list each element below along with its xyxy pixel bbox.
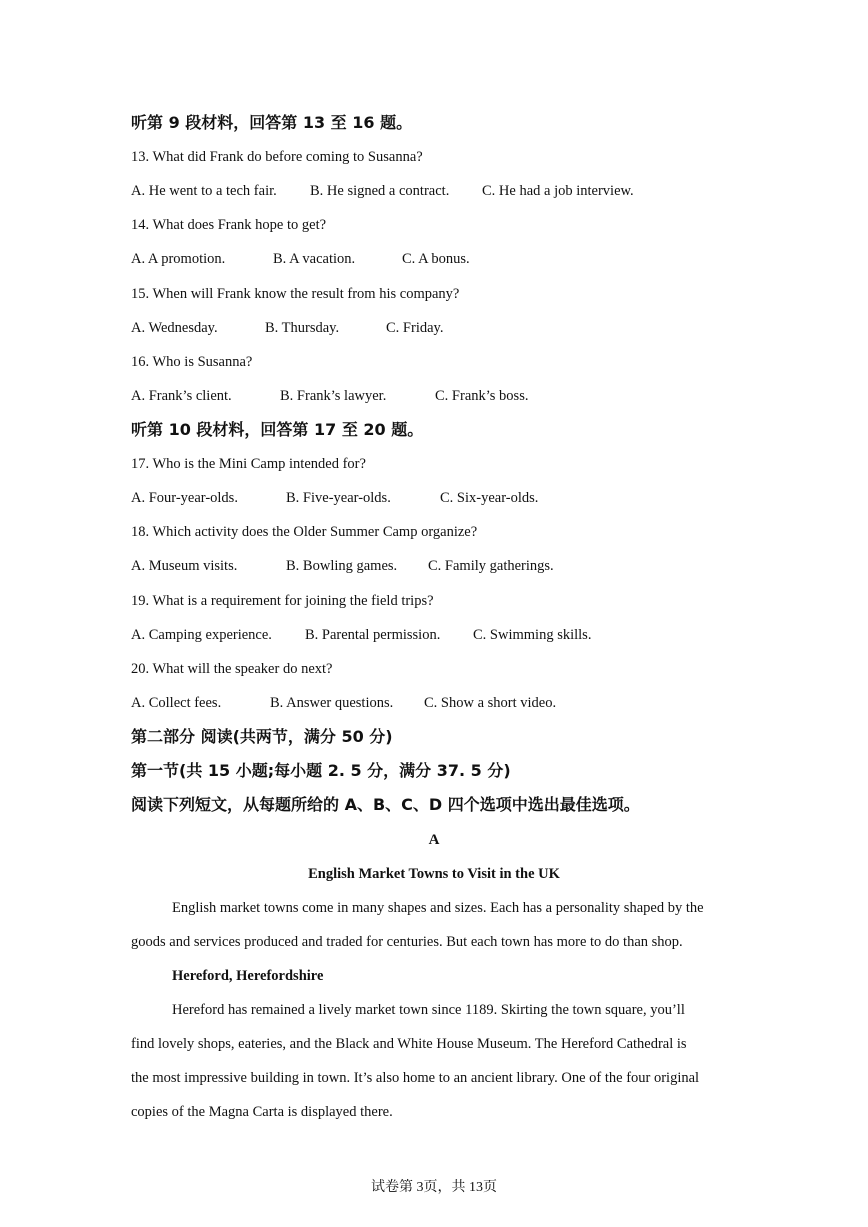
question-20-options <box>131 693 556 713</box>
intro-line-1: English market towns come in many shapes and sizes. Each has a personality shaped by the <box>172 900 704 916</box>
question-15-stem: 15. When will Frank know the result from his company? <box>131 286 460 302</box>
hereford-line-1: Hereford has remained a lively market town since 1189. Skirting the town square, you’ll <box>172 1002 685 1018</box>
option-b: B. Five-year-olds. <box>286 490 391 506</box>
intro-line-2: goods and services produced and traded for centuries. But each town has more to do than shop. <box>131 934 683 950</box>
hereford-line-2: find lovely shops, eateries, and the Black and White House Museum. The Hereford Cathedral is <box>131 1036 687 1052</box>
passage-letter: A <box>428 832 440 848</box>
question-19-stem: 19. What is a requirement for joining the field trips? <box>131 593 434 609</box>
option-a: A. A promotion. <box>131 251 226 267</box>
passage-title: English Market Towns to Visit in the UK <box>308 866 560 882</box>
option-c: C. Friday. <box>386 320 444 336</box>
question-13-stem: 13. What did Frank do before coming to Susanna? <box>131 149 423 165</box>
page-footer: 试卷第 3页，共 13页 <box>371 1180 497 1195</box>
option-b: B. He signed a contract. <box>310 183 450 199</box>
option-a: A. Four-year-olds. <box>131 490 238 506</box>
option-c: C. He had a job interview. <box>482 183 634 199</box>
question-19-options <box>131 625 591 645</box>
option-a: A. Camping experience. <box>131 627 272 643</box>
option-c: C. Family gatherings. <box>428 558 554 574</box>
section-10-heading: 听第 10 段材料，回答第 17 至 20 题。 <box>131 420 424 439</box>
question-16-options <box>131 386 528 406</box>
question-18-stem: 18. Which activity does the Older Summer Camp organize? <box>131 524 478 540</box>
part-two-heading: 第二部分 阅读(共两节，满分 50 分) <box>131 727 393 746</box>
question-14-options <box>131 249 470 269</box>
option-c: C. Show a short video. <box>424 695 557 711</box>
hereford-subheading: Hereford, Herefordshire <box>172 968 324 984</box>
option-b: B. Parental permission. <box>305 627 441 643</box>
option-c: C. Swimming skills. <box>473 627 592 643</box>
option-b: B. Bowling games. <box>286 558 398 574</box>
option-a: A. He went to a tech fair. <box>131 183 277 199</box>
question-17-options <box>131 488 538 508</box>
option-c: C. Frank’s boss. <box>435 388 529 404</box>
question-17-stem: 17. Who is the Mini Camp intended for? <box>131 456 366 472</box>
option-a: A. Frank’s client. <box>131 388 232 404</box>
option-b: B. Frank’s lawyer. <box>280 388 387 404</box>
option-b: B. Thursday. <box>265 320 340 336</box>
option-a: A. Collect fees. <box>131 695 222 711</box>
option-b: B. Answer questions. <box>270 695 394 711</box>
option-c: C. Six-year-olds. <box>440 490 539 506</box>
reading-instruction: 阅读下列短文，从每题所给的 A、B、C、D 四个选项中选出最佳选项。 <box>131 795 640 814</box>
question-13-options <box>131 181 634 201</box>
hereford-line-4: copies of the Magna Carta is displayed there. <box>131 1104 393 1120</box>
option-c: C. A bonus. <box>402 251 470 267</box>
hereford-line-3: the most impressive building in town. It’s also home to an ancient library. One of the four original <box>131 1070 700 1086</box>
section-9-heading: 听第 9 段材料，回答第 13 至 16 题。 <box>131 113 413 132</box>
section-one-heading: 第一节(共 15 小题;每小题 2. 5 分，满分 37. 5 分) <box>131 761 511 780</box>
question-15-options <box>131 318 443 338</box>
question-20-stem: 20. What will the speaker do next? <box>131 661 333 677</box>
question-14-stem: 14. What does Frank hope to get? <box>131 217 327 233</box>
option-b: B. A vacation. <box>273 251 356 267</box>
option-a: A. Wednesday. <box>131 320 218 336</box>
question-16-stem: 16. Who is Susanna? <box>131 354 253 370</box>
question-18-options <box>131 556 554 576</box>
option-a: A. Museum visits. <box>131 558 238 574</box>
